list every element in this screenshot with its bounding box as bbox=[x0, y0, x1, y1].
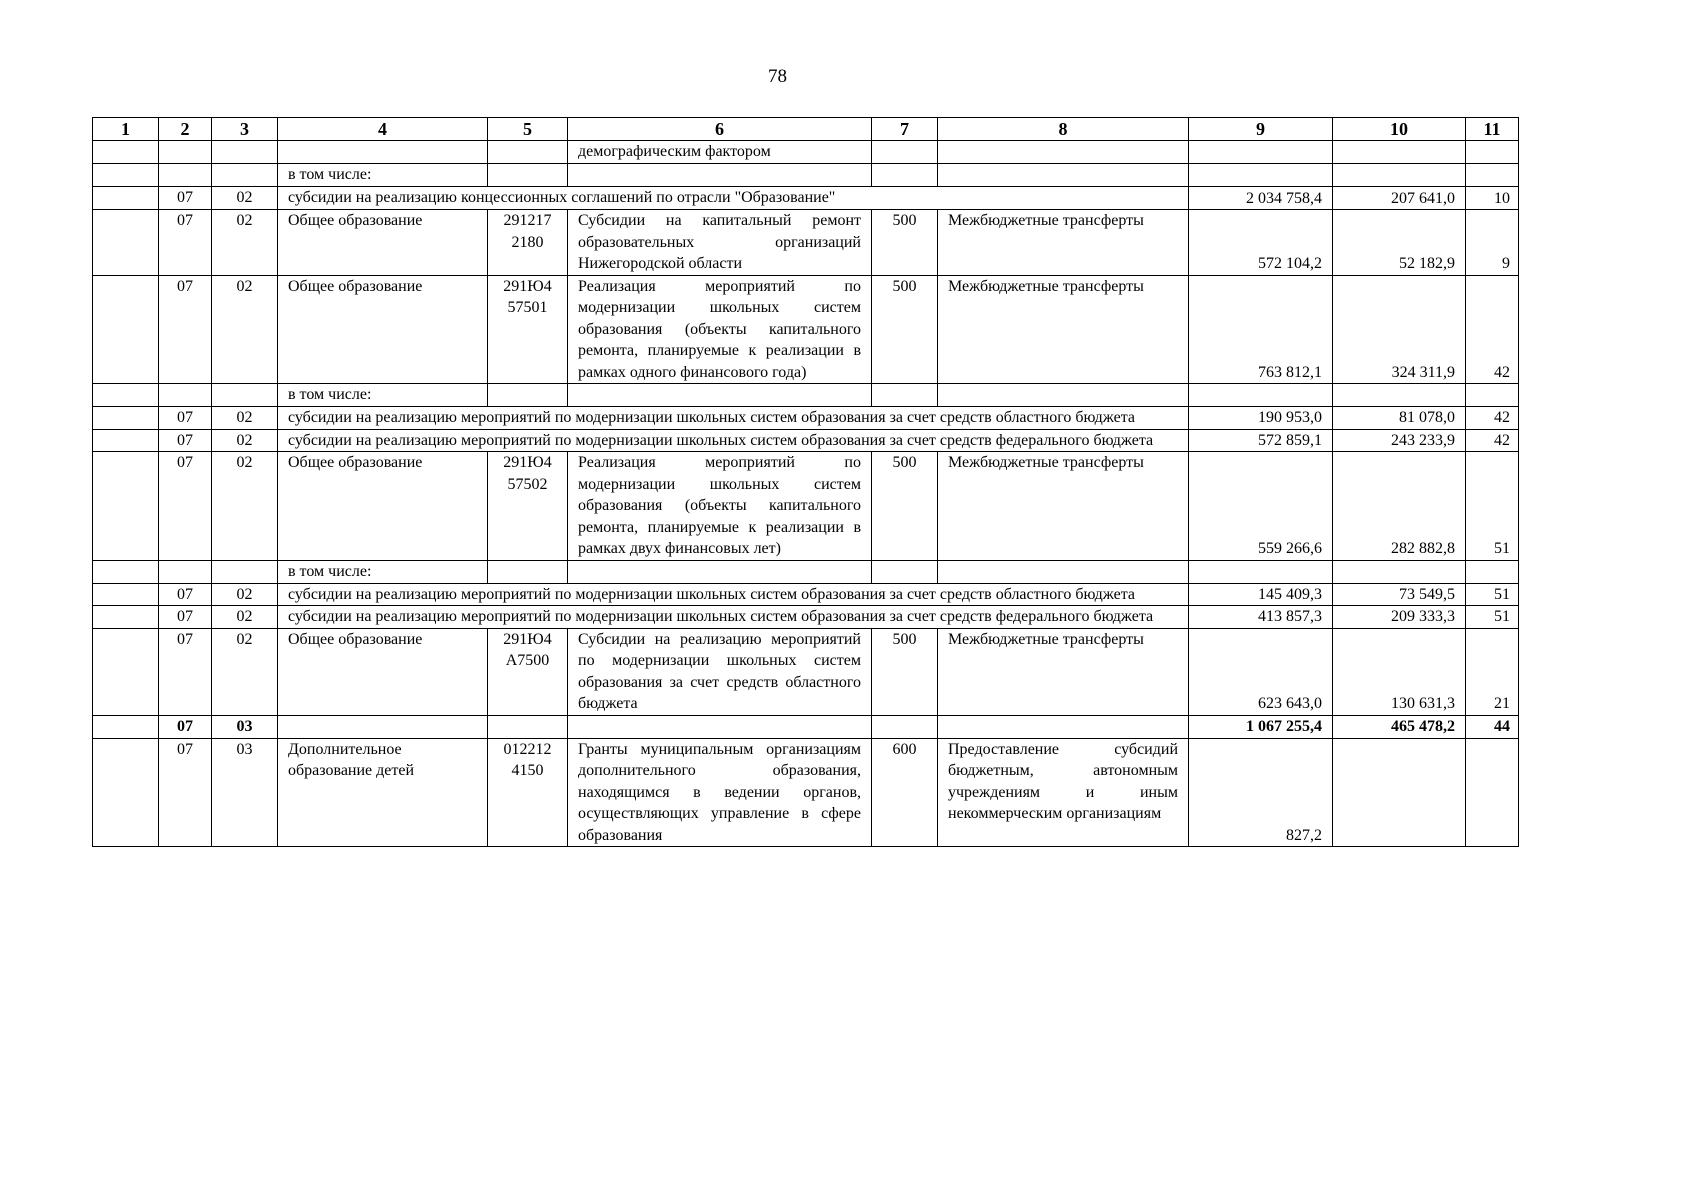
cell-description: демографическим фактором bbox=[568, 141, 872, 164]
cell-expense-name: Предоставление субсидий бюджетным, автономным учреждениям и иным некоммерческим организациям bbox=[938, 738, 1189, 847]
cell-subsidy-description: субсидии на реализацию мероприятий по модернизации школьных систем образования за счет средств федерального бюджета bbox=[278, 606, 1189, 629]
table-row bbox=[93, 210, 1519, 276]
cell-description: Субсидии на реализацию мероприятий по модернизации школьных систем образования за счет средств областного бюджета bbox=[568, 628, 872, 715]
cell-count-11: 51 bbox=[1466, 583, 1519, 606]
cell-name: Общее образование bbox=[278, 275, 488, 384]
cell-description: Реализация мероприятий по модернизации школьных систем образования (объекты капитального ремонта, планируемые к реализации в рамках двух финансовых лет) bbox=[568, 452, 872, 561]
cell-section: 07 bbox=[159, 606, 212, 629]
cell-amount-10: 209 333,3 bbox=[1333, 606, 1466, 629]
header-cell: 3 bbox=[212, 118, 278, 141]
cell-amount-9: 827,2 bbox=[1189, 738, 1333, 847]
cell-amount-10: 73 549,5 bbox=[1333, 583, 1466, 606]
cell-expense-name: Межбюджетные трансферты bbox=[938, 628, 1189, 715]
page-number: 78 bbox=[768, 66, 787, 87]
header-cell: 2 bbox=[159, 118, 212, 141]
cell-expense-name: Межбюджетные трансферты bbox=[938, 275, 1189, 384]
cell-subsection: 02 bbox=[212, 583, 278, 606]
table-row bbox=[93, 738, 1519, 847]
cell-name: Дополнительное образование детей bbox=[278, 738, 488, 847]
cell-description: Субсидии на капитальный ремонт образовательных организаций Нижегородской области bbox=[568, 210, 872, 276]
cell-amount-10: 130 631,3 bbox=[1333, 628, 1466, 715]
cell-subsidy-description: субсидии на реализацию мероприятий по модернизации школьных систем образования за счет средств областного бюджета bbox=[278, 407, 1189, 430]
cell-subsection: 03 bbox=[212, 715, 278, 738]
header-cell: 5 bbox=[488, 118, 568, 141]
cell-section: 07 bbox=[159, 452, 212, 561]
cell-including-label: в том числе: bbox=[278, 384, 488, 407]
cell-amount-10: 465 478,2 bbox=[1333, 715, 1466, 738]
cell-section: 07 bbox=[159, 187, 212, 210]
table-row bbox=[93, 583, 1519, 606]
cell-section: 07 bbox=[159, 407, 212, 430]
cell-amount-9: 572 859,1 bbox=[1189, 429, 1333, 452]
cell-subsection: 02 bbox=[212, 606, 278, 629]
header-cell: 1 bbox=[93, 118, 159, 141]
table-row bbox=[93, 560, 1519, 583]
cell-expense-type: 500 bbox=[872, 210, 938, 276]
table-row bbox=[93, 187, 1519, 210]
cell-subsidy-description: субсидии на реализацию мероприятий по модернизации школьных систем образования за счет средств областного бюджета bbox=[278, 583, 1189, 606]
cell-section: 07 bbox=[159, 210, 212, 276]
cell-section: 07 bbox=[159, 738, 212, 847]
cell-count-11: 42 bbox=[1466, 275, 1519, 384]
cell-including-label: в том числе: bbox=[278, 560, 488, 583]
cell-amount-9: 190 953,0 bbox=[1189, 407, 1333, 430]
cell-amount-9: 2 034 758,4 bbox=[1189, 187, 1333, 210]
cell-amount-9: 763 812,1 bbox=[1189, 275, 1333, 384]
cell-amount-10: 52 182,9 bbox=[1333, 210, 1466, 276]
cell-amount-10: 243 233,9 bbox=[1333, 429, 1466, 452]
cell-amount-9: 559 266,6 bbox=[1189, 452, 1333, 561]
header-cell: 4 bbox=[278, 118, 488, 141]
cell-expense-name: Межбюджетные трансферты bbox=[938, 210, 1189, 276]
cell-description: Реализация мероприятий по модернизации школьных систем образования (объекты капитального ремонта, планируемые к реализации в рамках одного финансового года) bbox=[568, 275, 872, 384]
cell-subsection: 02 bbox=[212, 187, 278, 210]
header-cell: 9 bbox=[1189, 118, 1333, 141]
cell-amount-10: 282 882,8 bbox=[1333, 452, 1466, 561]
table-row bbox=[93, 164, 1519, 187]
table-row bbox=[93, 606, 1519, 629]
cell-count-11: 51 bbox=[1466, 452, 1519, 561]
table-row bbox=[93, 628, 1519, 715]
table-row bbox=[93, 429, 1519, 452]
header-cell: 10 bbox=[1333, 118, 1466, 141]
cell-description: Гранты муниципальным организациям дополнительного образования, находящимся в ведении органов, осуществляющих управление в сфере образования bbox=[568, 738, 872, 847]
table-row bbox=[93, 407, 1519, 430]
cell-target-code: 291217 2180 bbox=[488, 210, 568, 276]
cell-subsection: 02 bbox=[212, 429, 278, 452]
header-row bbox=[93, 118, 1519, 141]
cell-expense-type: 500 bbox=[872, 628, 938, 715]
table-row bbox=[93, 141, 1519, 164]
cell-name: Общее образование bbox=[278, 452, 488, 561]
cell-target-code: 012212 4150 bbox=[488, 738, 568, 847]
cell-subsection: 02 bbox=[212, 452, 278, 561]
table-row bbox=[93, 384, 1519, 407]
cell-amount-10: 324 311,9 bbox=[1333, 275, 1466, 384]
cell-expense-name: Межбюджетные трансферты bbox=[938, 452, 1189, 561]
cell-expense-type: 500 bbox=[872, 452, 938, 561]
cell-count-11: 42 bbox=[1466, 407, 1519, 430]
cell-section: 07 bbox=[159, 628, 212, 715]
cell-section: 07 bbox=[159, 275, 212, 384]
table-row bbox=[93, 275, 1519, 384]
header-cell: 11 bbox=[1466, 118, 1519, 141]
cell-amount-10: 81 078,0 bbox=[1333, 407, 1466, 430]
cell-amount-9: 623 643,0 bbox=[1189, 628, 1333, 715]
cell-section: 07 bbox=[159, 715, 212, 738]
cell-subsection: 02 bbox=[212, 275, 278, 384]
cell-count-11: 44 bbox=[1466, 715, 1519, 738]
cell-count-11: 21 bbox=[1466, 628, 1519, 715]
cell-amount-10: 207 641,0 bbox=[1333, 187, 1466, 210]
cell-expense-type: 500 bbox=[872, 275, 938, 384]
cell-subsection: 03 bbox=[212, 738, 278, 847]
cell-name: Общее образование bbox=[278, 210, 488, 276]
cell-including-label: в том числе: bbox=[278, 164, 488, 187]
cell-count-11: 10 bbox=[1466, 187, 1519, 210]
cell-amount-9: 1 067 255,4 bbox=[1189, 715, 1333, 738]
cell-section: 07 bbox=[159, 583, 212, 606]
cell-subsection: 02 bbox=[212, 628, 278, 715]
cell-amount-9: 572 104,2 bbox=[1189, 210, 1333, 276]
header-cell: 7 bbox=[872, 118, 938, 141]
header-cell: 6 bbox=[568, 118, 872, 141]
cell-amount-9: 145 409,3 bbox=[1189, 583, 1333, 606]
subtotal-row bbox=[93, 715, 1519, 738]
cell-subsection: 02 bbox=[212, 210, 278, 276]
header-cell: 8 bbox=[938, 118, 1189, 141]
cell-target-code: 291Ю4 57501 bbox=[488, 275, 568, 384]
cell-section: 07 bbox=[159, 429, 212, 452]
cell-expense-type: 600 bbox=[872, 738, 938, 847]
cell-count-11: 51 bbox=[1466, 606, 1519, 629]
cell-name: Общее образование bbox=[278, 628, 488, 715]
cell-subsidy-description: субсидии на реализацию мероприятий по модернизации школьных систем образования за счет средств федерального бюджета bbox=[278, 429, 1189, 452]
cell-subsection: 02 bbox=[212, 407, 278, 430]
cell-amount-9: 413 857,3 bbox=[1189, 606, 1333, 629]
cell-count-11: 42 bbox=[1466, 429, 1519, 452]
cell-count-11: 9 bbox=[1466, 210, 1519, 276]
budget-table bbox=[92, 117, 1519, 847]
cell-target-code: 291Ю4 57502 bbox=[488, 452, 568, 561]
cell-subsidy-description: субсидии на реализацию концессионных соглашений по отрасли "Образование" bbox=[278, 187, 1189, 210]
cell-target-code: 291Ю4 А7500 bbox=[488, 628, 568, 715]
table-row bbox=[93, 452, 1519, 561]
